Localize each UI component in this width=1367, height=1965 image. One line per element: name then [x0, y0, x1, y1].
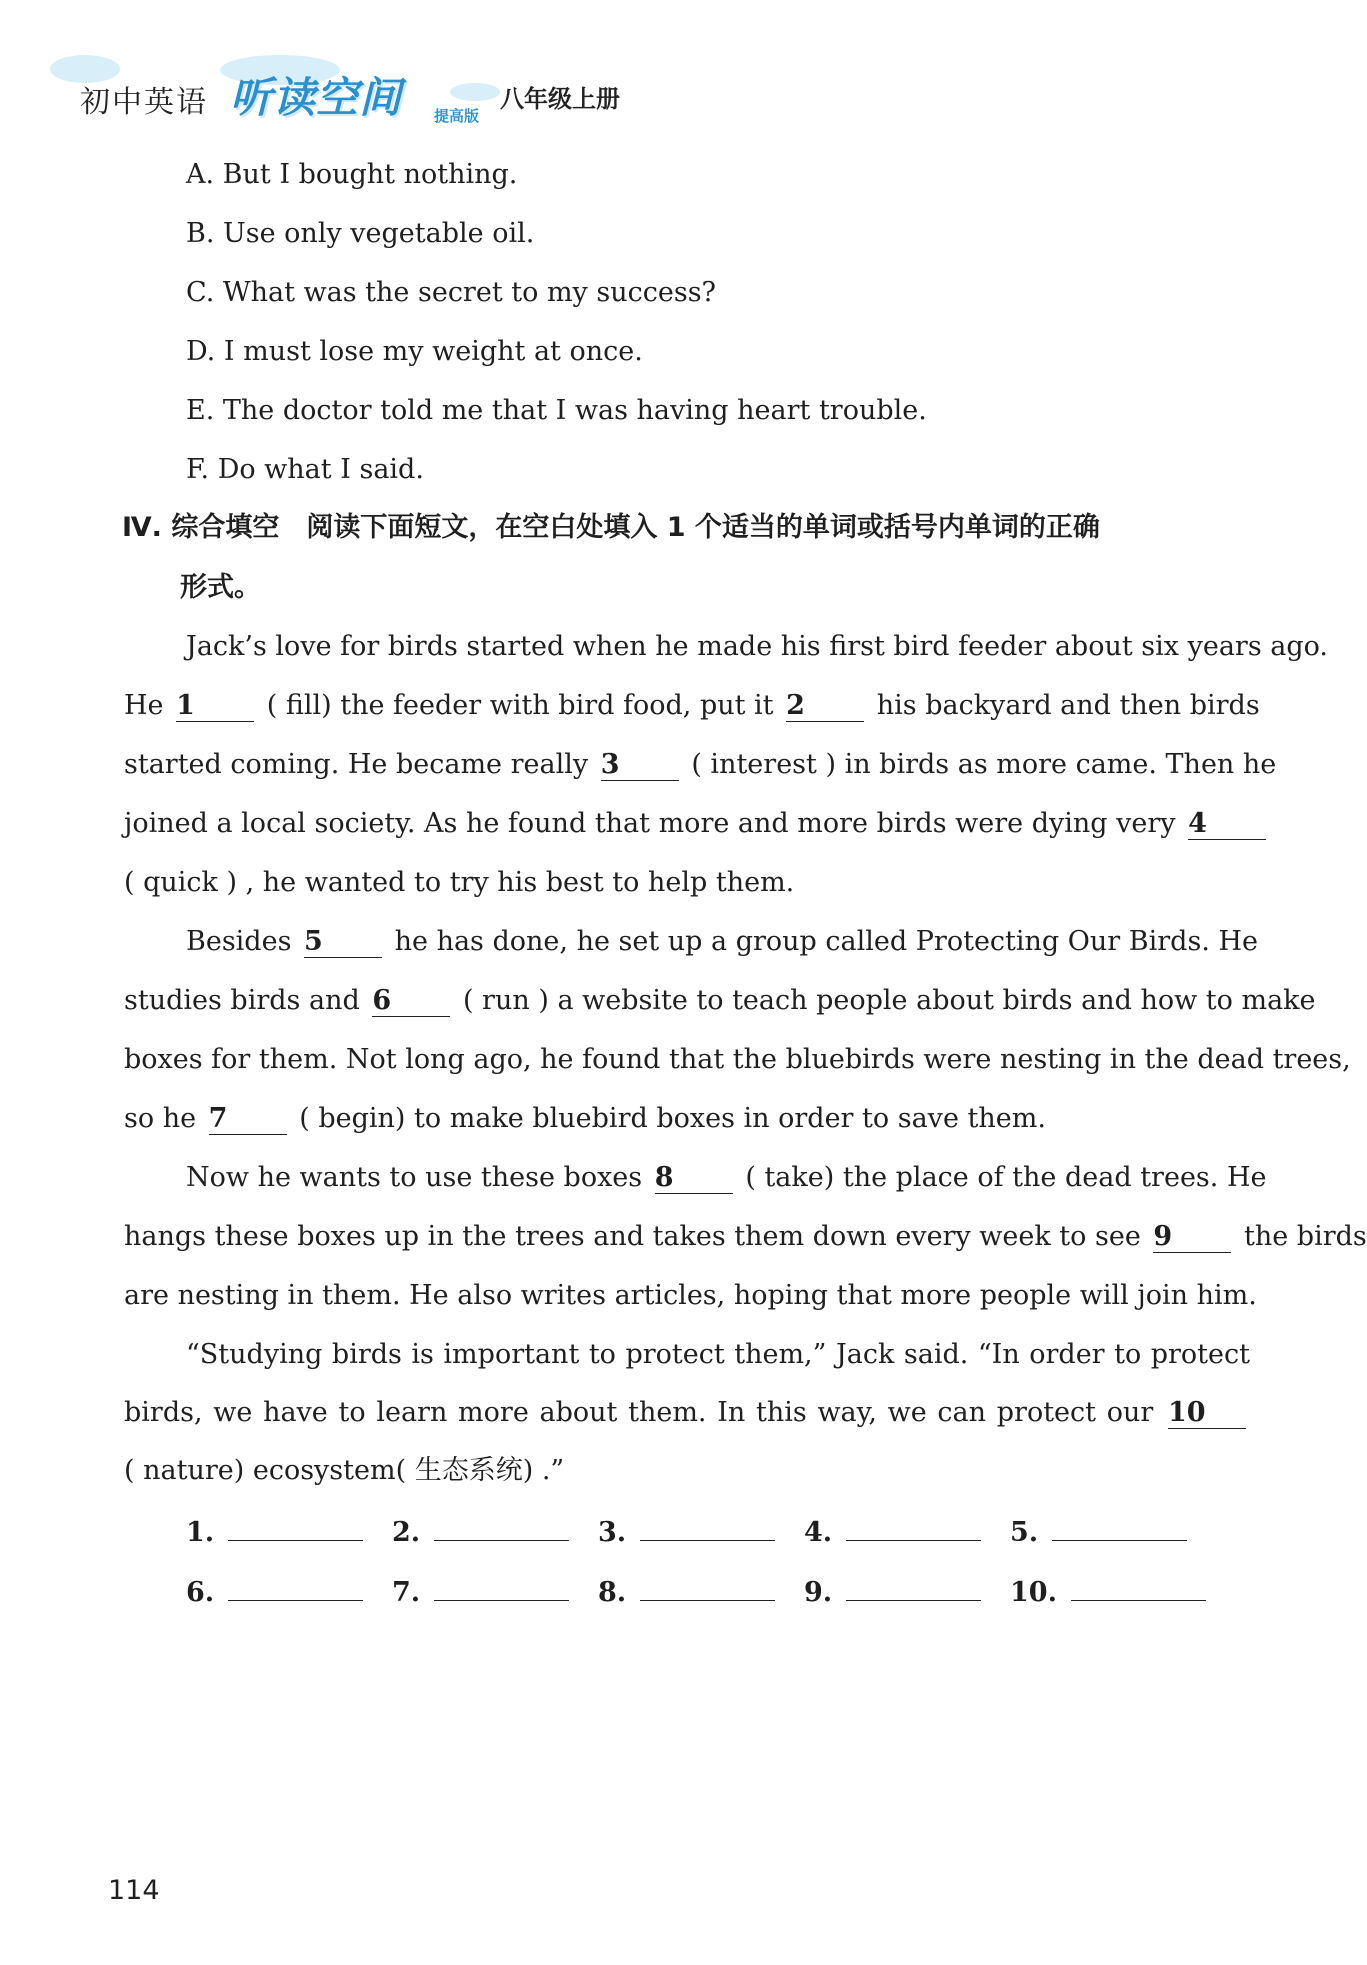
blank-number[interactable]: 6 [372, 986, 450, 1017]
passage-line [124, 689, 1260, 723]
series-title: 初中英语 [80, 85, 208, 120]
blank-number[interactable]: 1 [176, 691, 254, 722]
answer-item [804, 1572, 981, 1608]
option-e: E. The doctor told me that I was having heart trouble. [186, 395, 927, 426]
blank-number[interactable]: 3 [601, 750, 679, 781]
answer-number: 6. [186, 1577, 215, 1608]
passage-line [124, 1220, 1367, 1254]
passage-line [124, 807, 1250, 841]
passage-line [186, 1338, 1250, 1372]
option-c: C. What was the secret to my success? [186, 277, 717, 308]
passage-line [186, 925, 1259, 959]
edition-label: 提高版 [434, 107, 480, 125]
answer-number: 5. [1010, 1517, 1039, 1548]
option-d: D. I must lose my weight at once. [186, 336, 643, 367]
answer-number: 4. [804, 1517, 833, 1548]
answer-item [392, 1512, 569, 1548]
passage-text: ( interest ) in birds as more came. Then he [691, 749, 1277, 780]
answer-blank[interactable] [228, 1572, 363, 1601]
answer-item [1010, 1572, 1206, 1608]
answer-number: 9. [804, 1577, 833, 1608]
answer-item [1010, 1512, 1187, 1548]
passage-text: the birds [1244, 1221, 1367, 1252]
answer-blank[interactable] [640, 1572, 775, 1601]
passage-text: Now he wants to use these boxes [186, 1162, 643, 1193]
answer-item [598, 1572, 775, 1608]
blank-number[interactable]: 5 [304, 927, 382, 958]
blank-number[interactable]: 10 [1168, 1398, 1246, 1429]
answer-item [598, 1512, 775, 1548]
passage-line [124, 1279, 1257, 1313]
grade-label: 八年级上册 [500, 85, 620, 113]
passage-line [186, 630, 1329, 664]
passage-text: ( begin) to make bluebird boxes in order to save them. [299, 1103, 1046, 1134]
passage-line [124, 1102, 1250, 1136]
passage-text: his backyard and then birds [876, 690, 1260, 721]
answer-blank[interactable] [1052, 1512, 1187, 1541]
answer-item [804, 1512, 981, 1548]
answer-number: 3. [598, 1517, 627, 1548]
answer-blank[interactable] [846, 1512, 981, 1541]
brand-logo: 听读空间 [230, 73, 403, 122]
passage-line [124, 984, 1316, 1018]
answer-blank[interactable] [846, 1572, 981, 1601]
passage-text: ( run ) a website to teach people about birds and how to make [462, 985, 1316, 1016]
passage-line [124, 1396, 1250, 1430]
answer-blank[interactable] [1071, 1572, 1206, 1601]
section-title: Ⅳ. 综合填空 阅读下面短文，在空白处填入 1 个适当的单词或括号内单词的正确 [122, 512, 1100, 543]
section-title-cont: 形式。 [180, 572, 261, 603]
passage-line [186, 1161, 1267, 1195]
answer-number: 10. [1010, 1577, 1057, 1608]
blank-number[interactable]: 8 [655, 1163, 733, 1194]
answer-item [392, 1572, 569, 1608]
passage-text: are nesting in them. He also writes articles, hoping that more people will join him. [124, 1280, 1257, 1311]
answer-number: 8. [598, 1577, 627, 1608]
blank-number[interactable]: 9 [1153, 1222, 1231, 1253]
passage-text: Besides [186, 926, 292, 957]
passage-line [124, 748, 1277, 782]
passage-text: started coming. He became really [124, 749, 589, 780]
passage-text: Jack’s love for birds started when he made his first bird feeder about six years ago. [186, 631, 1329, 662]
passage-line [124, 1043, 1351, 1077]
cloud-decoration [450, 83, 500, 101]
answer-number: 7. [392, 1577, 421, 1608]
option-a: A. But I bought nothing. [186, 159, 518, 190]
answer-blank[interactable] [434, 1572, 569, 1601]
answer-item [186, 1572, 363, 1608]
answer-blank[interactable] [434, 1512, 569, 1541]
passage-text: ( take) the place of the dead trees. He [745, 1162, 1267, 1193]
answer-number: 1. [186, 1517, 215, 1548]
passage-text: studies birds and [124, 985, 360, 1016]
answer-blank[interactable] [640, 1512, 775, 1541]
page-number: 114 [108, 1875, 160, 1906]
passage-text: so he [124, 1103, 197, 1134]
passage-text: ( nature) ecosystem( 生态系统) .” [124, 1455, 565, 1486]
passage-text: he has done, he set up a group called Protecting Our Birds. He [394, 926, 1259, 957]
passage-text: hangs these boxes up in the trees and takes them down every week to see [124, 1221, 1141, 1252]
passage-text: He [124, 690, 164, 721]
blank-number[interactable]: 4 [1188, 809, 1266, 840]
passage-line [124, 866, 1250, 900]
passage-text: birds, we have to learn more about them. In this way, we can protect our [124, 1397, 1154, 1428]
passage-text: boxes for them. Not long ago, he found that the bluebirds were nesting in the dead trees, [124, 1044, 1351, 1075]
passage-text: ( quick ) , he wanted to try his best to help them. [124, 867, 795, 898]
passage-text: ( fill) the feeder with bird food, put it [266, 690, 774, 721]
blank-number[interactable]: 7 [209, 1104, 287, 1135]
blank-number[interactable]: 2 [786, 691, 864, 722]
answer-number: 2. [392, 1517, 421, 1548]
answer-blank[interactable] [228, 1512, 363, 1541]
answer-item [186, 1512, 363, 1548]
passage-text: “Studying birds is important to protect them,” Jack said. “In order to protect [186, 1339, 1250, 1370]
option-b: B. Use only vegetable oil. [186, 218, 535, 249]
passage-line [124, 1454, 1250, 1488]
page-header [50, 55, 750, 135]
passage-text: joined a local society. As he found that more and more birds were dying very [124, 808, 1176, 839]
option-f: F. Do what I said. [186, 454, 424, 485]
